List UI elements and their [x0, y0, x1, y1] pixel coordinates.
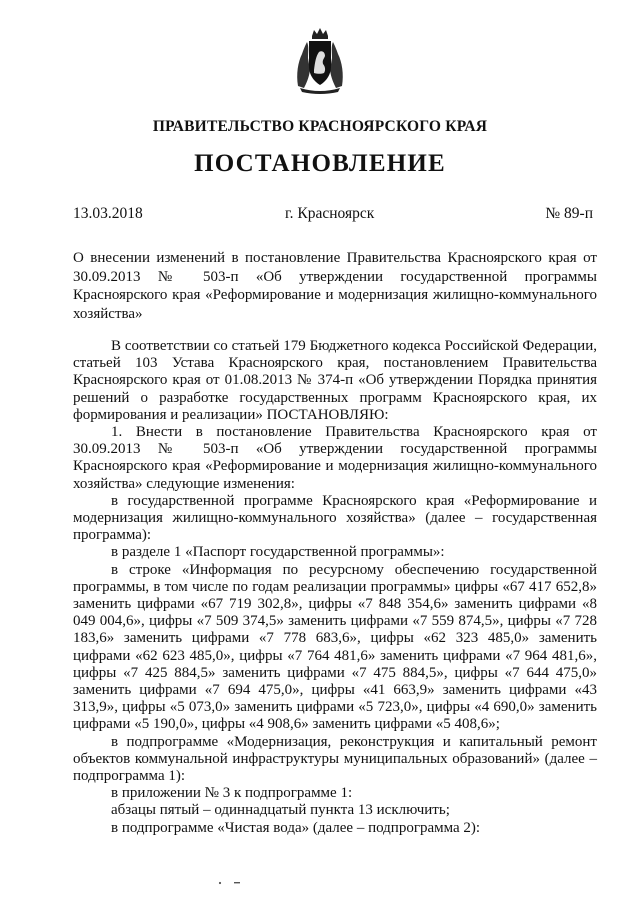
body-paragraph: в государственной программе Красноярского края «Реформирование и модернизация жилищно-коммунального хозяйства» (далее – государственная программа):	[73, 492, 597, 544]
document-number: № 89-п	[545, 205, 593, 222]
document-type-heading: ПОСТАНОВЛЕНИЕ	[194, 150, 446, 177]
document-subject: О внесении изменений в постановление Правительства Красноярского края от 30.09.2013 № 503-п «Об утверждении государственной программы Красноярского края «Реформирование и модернизация жилищно-коммунального хозяйства»	[73, 250, 597, 322]
clause-1-paragraph: 1. Внести в постановление Правительства Красноярского края от 30.09.2013 № 503-п «Об утверждении государственной программы Красноярского края «Реформирование и модернизация жилищно-коммунального хозяйства» следующие изменения:	[73, 424, 597, 492]
coat-of-arms-icon	[294, 26, 346, 94]
body-paragraph: абзацы пятый – одиннадцатый пункта 13 исключить;	[111, 802, 450, 819]
government-title: ПРАВИТЕЛЬСТВО КРАСНОЯРСКОГО КРАЯ	[152, 118, 488, 135]
body-paragraph: в приложении № 3 к подпрограмме 1:	[111, 785, 353, 802]
document-date: 13.03.2018	[73, 205, 143, 222]
document-meta-row	[73, 205, 593, 225]
body-paragraph: в строке «Информация по ресурсному обеспечению государственной программы, в том числе по годам реализации программы» цифры «67 417 652,8» заменить цифрами «67 719 302,8», цифры «7 848 354,6» заменить цифрами «8 049 004,6», цифры «7 509 374,5» заменить цифрами «7 559 874,5», цифры «7 728 183,6» заменить цифрами «7 778 683,6», цифры «62 323 485,0» заменить цифрами «62 623 485,0», цифры «7 764 481,6» заменить цифрами «7 964 481,6», цифры «7 425 884,5» заменить цифрами «7 475 884,5», цифры «7 644 475,0» заменить цифрами «7 694 475,0», цифры «41 663,9» заменить цифрами «43 313,9», цифры «5 073,0» заменить цифрами «5 723,0», цифры «4 690,0» заменить цифрами «5 190,0», цифры «4 908,6» заменить цифрами «5 408,6»;	[73, 561, 597, 733]
document-body	[73, 338, 597, 837]
body-paragraph: в подпрограмме «Чистая вода» (далее – подпрограмма 2):	[111, 819, 481, 836]
document-city: г. Красноярск	[285, 205, 375, 222]
scan-mark-icon	[218, 880, 258, 886]
preamble-paragraph: В соответствии со статьей 179 Бюджетного кодекса Российской Федерации, статьей 103 Устава Красноярского края, постановлением Правительства Красноярского края от 01.08.2013 № 374-п «Об утверждении Порядка принятия решений о разработке государственных программ Красноярского края, их формирования и реализации» ПОСТАНОВЛЯЮ:	[73, 338, 597, 423]
body-paragraph: в разделе 1 «Паспорт государственной программы»:	[111, 544, 445, 561]
body-paragraph: в подпрограмме «Модернизация, реконструкция и капитальный ремонт объектов коммунальной инфраструктуры муниципальных образований» (далее – подпрограмма 1):	[73, 733, 597, 785]
